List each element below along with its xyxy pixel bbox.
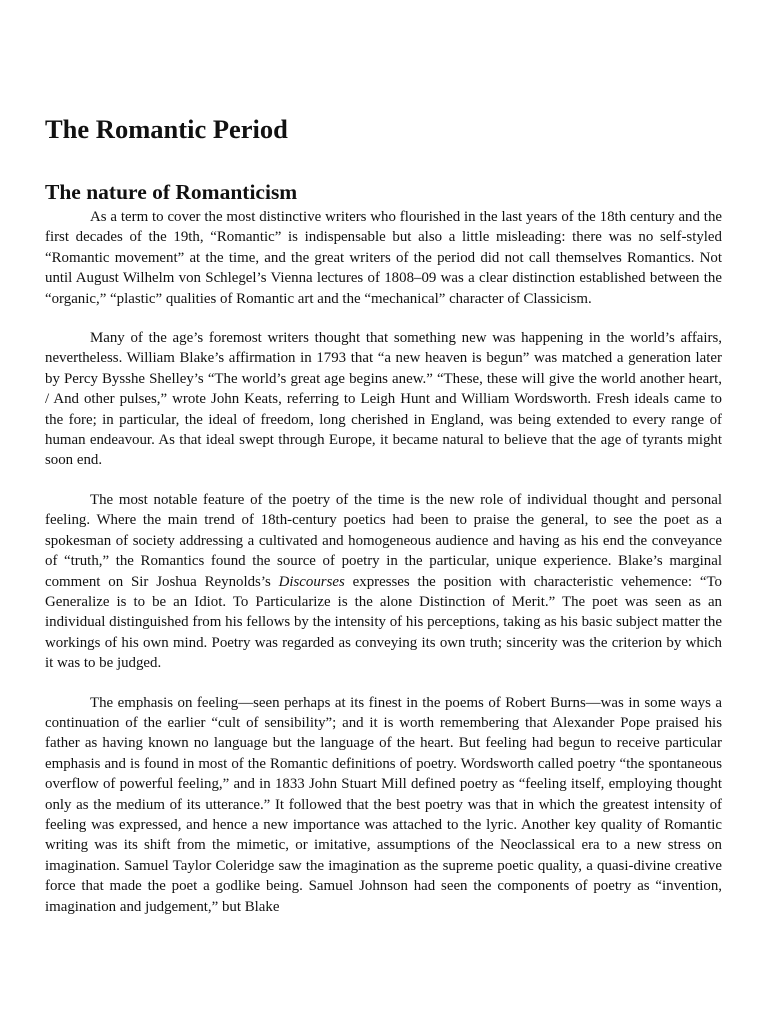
page-title: The Romantic Period [45,114,288,144]
body-text [45,207,722,936]
italic-title-discourses: Discourses [278,573,345,590]
paragraph-2: Many of the age’s foremost writers thought that something new was happening in the world’s affairs, nevertheless. William Blake’s affirmation in 1793 that “a new heaven is begun” was matched a generation later by Percy Bysshe Shelley’s “The world’s great age begins anew.” “These, these will give the world another heart, / And other pulses,” wrote John Keats, referring to Leigh Hunt and William Wordsworth. Fresh ideals came to the fore; in particular, the ideal of freedom, long cherished in England, was being extended to every range of human endeavour. As that ideal swept through Europe, it became natural to believe that the age of tyrants might soon end. [45,330,722,469]
paragraph-4: The emphasis on feeling—seen perhaps at its finest in the poems of Robert Burns—was in some ways a continuation of the earlier “cult of sensibility”; and it is worth remembering that Alexander Pope praised his father as having known no language but the language of the heart. But feeling had begun to receive particular emphasis and is found in most of the Romantic definitions of poetry. Wordsworth called poetry “the spontaneous overflow of powerful feeling,” and in 1833 John Stuart Mill defined poetry as “feeling itself, employing thought only as the medium of its utterance.” It followed that the best poetry was that in which the greatest intensity of feeling was expressed, and hence a new importance was attached to the lyric. Another key quality of Romantic writing was its shift from the mimetic, or imitative, assumptions of the Neoclassical era to a new stress on imagination. Samuel Taylor Coleridge saw the imagination as the supreme poetic quality, a quasi-divine creative force that made the poet a godlike being. Samuel Johnson had seen the components of poetry as “invention, imagination and judgement,” but Blake [45,694,722,915]
paragraph-1: As a term to cover the most distinctive writers who flourished in the last years of the 18th century and the first decades of the 19th, “Romantic” is indispensable but also a little misleading: there was no self-styled “Romantic movement” at the time, and the great writers of the period did not call themselves Romantics. Not until August Wilhelm von Schlegel’s Vienna lectures of 1808–09 was a clear distinction established between the “organic,” “plastic” qualities of Romantic art and the “mechanical” character of Classicism. [45,209,722,307]
paragraph-3-text-start: The most notable feature of the poetry of the time is the new role of individual thought and personal feeling. Where the main trend of 18th-century poetics had been to praise the general, to see the poet as a spokesman of society addressing a cultivated and homogeneous audience and having as his end the conveyance of “truth,” the Romantics found the source of poetry in the particular, unique experience. Blake’s marginal comment on Sir Joshua Reynolds’s [45,491,722,590]
paragraph-3-text-end: expresses the position with characteristic vehemence: “To Generalize is to be an Idiot. To Particularize is the alone Distinction of Merit.” The poet was seen as an individual distinguished from his fellows by the intensity of his perceptions, taking as his basic subject matter the workings of his own mind. Poetry was regarded as conveying its own truth; sincerity was the criterion by which it was to be judged. [45,573,722,672]
paragraph-3 [45,490,722,674]
section-heading: The nature of Romanticism [45,180,298,204]
